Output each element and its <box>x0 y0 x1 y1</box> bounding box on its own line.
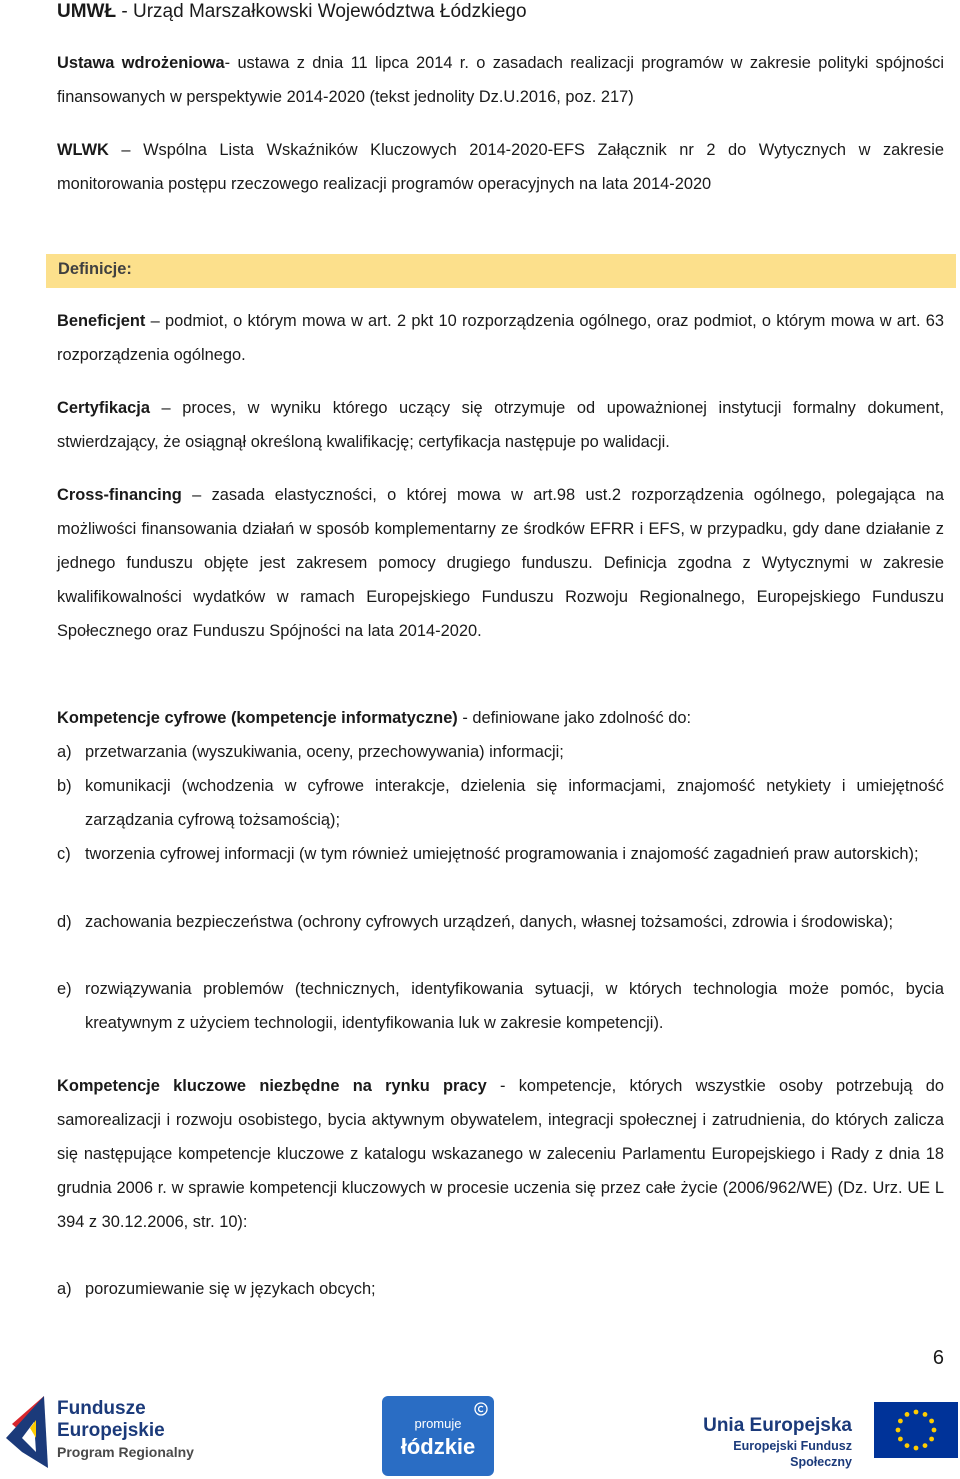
list-item <box>57 972 944 1040</box>
header-org-abbrev: UMWŁ <box>57 1 117 22</box>
kompetencje-cyfrowe-text: - definiowane jako zdolność do: <box>457 709 692 727</box>
fundusze-logo-text <box>57 1398 194 1462</box>
certyfikacja-text: – proces, w wyniku którego uczący się otrzymuje od upoważnionej instytucji formalny dokument, stwierdzający, że osiągnął określoną kwalifikację; certyfikacja następuje po walidacji. <box>57 399 944 451</box>
term-cross-financing: Cross-financing <box>57 486 182 504</box>
kompetencje-kluczowe-text: - kompetencje, których wszystkie osoby potrzebują do samorealizacji i rozwoju osobistego, bycia aktywnym obywatelem, integracji społecznej i zatrudnienia, do których zalicza się następujące kompetencje kluczowe z katalogu wskazanego w zaleceniu Parlamentu Europejskiego i Rady z dnia 18 grudnia 2006 r. w sprawie kompetencji kluczowych w procesie uczenia się przez całe życie (2006/962/WE) (Dz. Urz. UE L 394 z 30.12.2006, str. 10): <box>57 1077 944 1231</box>
list-item-label: a) <box>57 1280 72 1298</box>
definition-beneficjent <box>57 304 944 372</box>
intro-paragraph-ustawa <box>57 46 944 114</box>
footer-logos <box>0 1388 960 1479</box>
term-beneficjent: Beneficjent <box>57 312 146 330</box>
term-wlwk: WLWK <box>57 141 109 159</box>
term-certyfikacja: Certyfikacja <box>57 399 150 417</box>
list-item-text: tworzenia cyfrowej informacji (w tym również umiejętność programowania i znajomość zagadnień praw autorskich); <box>85 845 919 863</box>
promuje-text: promuje <box>414 1416 462 1431</box>
beneficjent-text: – podmiot, o którym mowa w art. 2 pkt 10 rozporządzenia ogólnego, oraz podmiot, o którym mowa w art. 63 rozporządzenia ogólnego. <box>57 312 944 364</box>
definitions-heading-bar <box>46 254 956 288</box>
list-item-label: e) <box>57 980 72 998</box>
list-item-label: a) <box>57 743 72 761</box>
ustawa-text: - ustawa z dnia 11 lipca 2014 r. o zasadach realizacji programów w zakresie polityki spójności finansowanych w perspektywie 2014-2020 (tekst jednolity Dz.U.2016, poz. 217) <box>57 54 944 106</box>
list-item-label: b) <box>57 777 72 795</box>
eu-flag-icon <box>874 1402 958 1458</box>
document-header <box>57 0 527 24</box>
list-item <box>57 769 944 837</box>
definition-certyfikacja <box>57 391 944 459</box>
list-item-label: d) <box>57 913 72 931</box>
fundusze-logo-line2: Europejskie <box>57 1420 165 1441</box>
header-org-name: - Urząd Marszałkowski Województwa Łódzkiego <box>116 1 527 22</box>
promuje-lodzkie-logo <box>382 1396 494 1476</box>
list-item-label: c) <box>57 845 71 863</box>
fundusze-logo-line1: Fundusze <box>57 1398 146 1419</box>
intro-paragraph-wlwk <box>57 133 944 201</box>
definition-cross-financing <box>57 478 944 648</box>
cross-financing-text: – zasada elastyczności, o której mowa w art.98 ust.2 rozporządzenia ogólnego, polegająca na możliwości finansowania działań w sposób komplementarny ze środków EFRR i EFS, w przypadku, gdy dane działanie z jednego funduszu objęte jest zakresem pomocy drugiego funduszu. Definicja zgodna z Wytycznymi w zakresie kwalifikowalności wydatków w ramach Europejskiego Funduszu Rozwoju Regionalnego, Europejskiego Funduszu Społecznego oraz Funduszu Spójności na lata 2014-2020. <box>57 486 944 640</box>
list-item <box>57 735 944 769</box>
list-item-text: rozwiązywania problemów (technicznych, identyfikowania sytuacji, w których technologia może pomóc, bycia kreatywnym z użyciem technologii, identyfikowania luk w zakresie kompetencji). <box>85 980 944 1032</box>
copyright-icon <box>474 1402 488 1416</box>
definition-kompetencje-kluczowe <box>57 1069 944 1239</box>
definitions-heading: Definicje: <box>58 260 132 278</box>
ue-line2: Europejski Fundusz Społeczny <box>733 1439 852 1469</box>
list-item-text: porozumiewanie się w językach obcych; <box>85 1280 376 1298</box>
term-kompetencje-cyfrowe: Kompetencje cyfrowe (kompetencje informatyczne) <box>57 709 458 727</box>
ue-line1: Unia Europejska <box>703 1415 852 1436</box>
list-item <box>57 1272 944 1306</box>
definition-kompetencje-cyfrowe <box>57 701 944 735</box>
list-item <box>57 837 944 871</box>
term-kompetencje-kluczowe: Kompetencje kluczowe niezbędne na rynku pracy <box>57 1077 487 1095</box>
list-item <box>57 905 944 939</box>
term-ustawa: Ustawa wdrożeniowa <box>57 54 225 72</box>
unia-europejska-text <box>692 1414 852 1470</box>
list-item-text: przetwarzania (wyszukiwania, oceny, przechowywania) informacji; <box>85 743 564 761</box>
wlwk-text: – Wspólna Lista Wskaźników Kluczowych 2014-2020-EFS Załącznik nr 2 do Wytycznych w zakresie monitorowania postępu rzeczowego realizacji programów operacyjnych na lata 2014-2020 <box>57 141 944 193</box>
fundusze-logo-line3: Program Regionalny <box>57 1444 194 1460</box>
list-item-text: zachowania bezpieczeństwa (ochrony cyfrowych urządzeń, danych, własnej tożsamości, zdrowia i środowiska); <box>85 913 894 931</box>
page-number: 6 <box>932 1347 944 1369</box>
list-item-text: komunikacji (wchodzenia w cyfrowe interakcje, dzielenia się informacjami, znajomość netykiety i umiejętność zarządzania cyfrową tożsamością); <box>85 777 944 829</box>
lodzkie-text: łódzkie <box>400 1434 476 1459</box>
